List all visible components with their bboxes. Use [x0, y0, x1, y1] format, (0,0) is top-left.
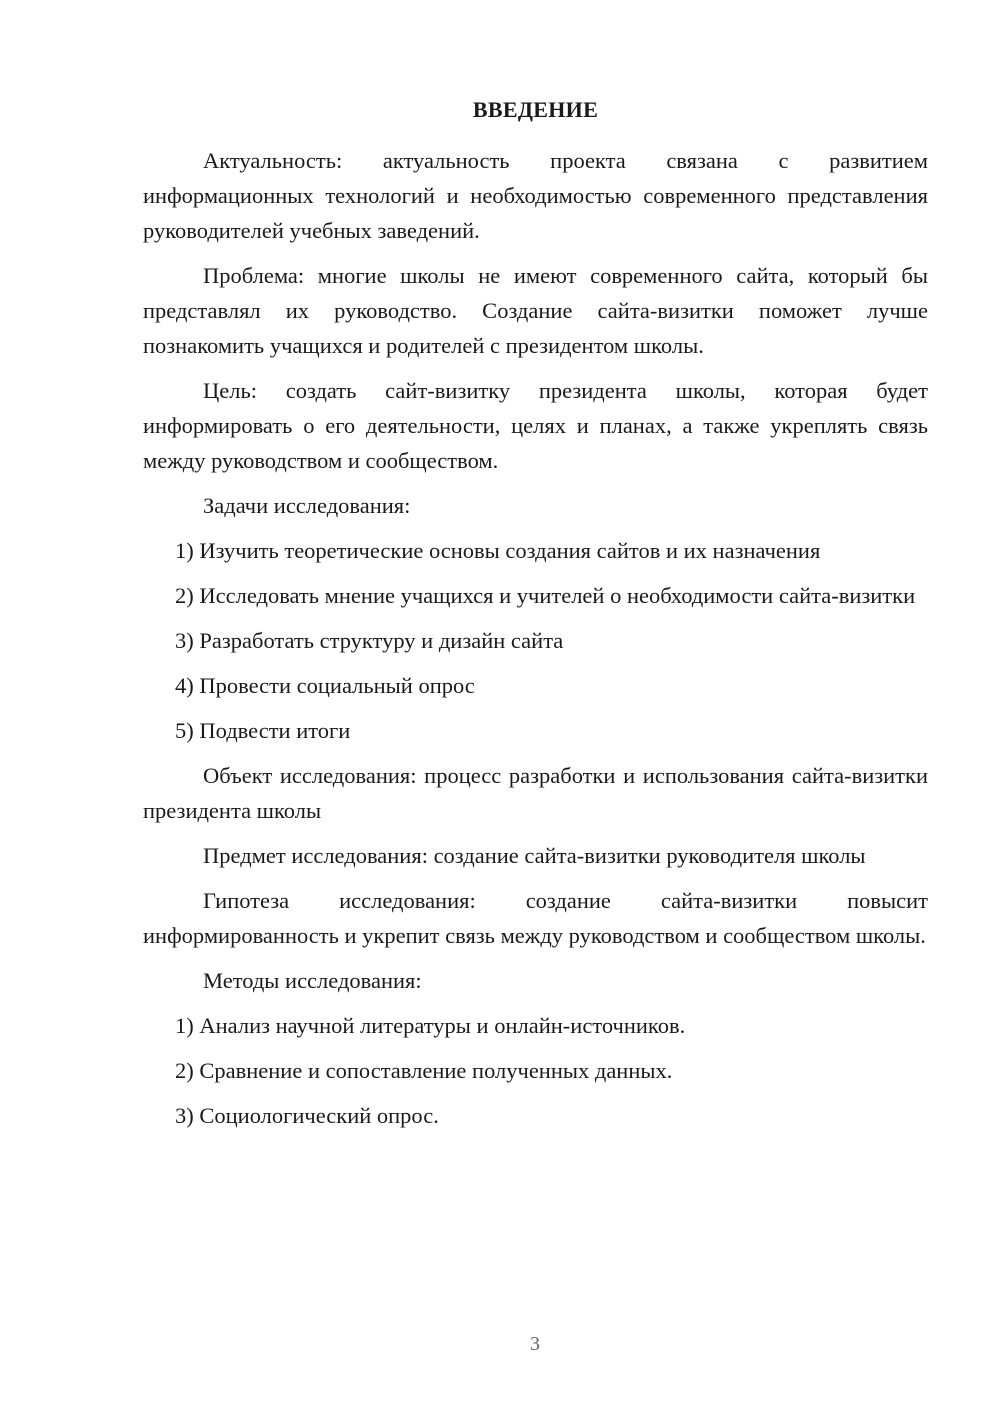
- task-item: 2) Исследовать мнение учащихся и учителей о необходимости сайта-визитки: [175, 583, 916, 608]
- subject-paragraph: Предмет исследования: создание сайта-визитки руководителя школы: [203, 843, 866, 868]
- method-item: 1) Анализ научной литературы и онлайн-источников.: [175, 1013, 686, 1038]
- methods-heading: Методы исследования:: [203, 968, 422, 993]
- task-item: 5) Подвести итоги: [175, 718, 351, 743]
- task-item: 3) Разработать структуру и дизайн сайта: [175, 628, 564, 653]
- relevance-paragraph: Актуальность: актуальность проекта связана с развитием информационных технологий и необходимостью современного представления руководителей учебных заведений.: [143, 148, 928, 243]
- method-item: 2) Сравнение и сопоставление полученных данных.: [175, 1058, 673, 1083]
- problem-paragraph: Проблема: многие школы не имеют современного сайта, который бы представлял их руководство. Создание сайта-визитки поможет лучше познакомить учащихся и родителей с президентом школы.: [143, 263, 928, 358]
- goal-paragraph: Цель: создать сайт-визитку президента школы, которая будет информировать о его деятельности, целях и планах, а также укреплять связь между руководством и сообществом.: [143, 378, 928, 473]
- tasks-heading: Задачи исследования:: [203, 493, 411, 518]
- object-paragraph: Объект исследования: процесс разработки и использования сайта-визитки президента школы: [143, 763, 928, 823]
- task-item: 4) Провести социальный опрос: [175, 673, 475, 698]
- hypothesis-paragraph: Гипотеза исследования: создание сайта-визитки повысит информированность и укрепит связь между руководством и сообществом школы.: [143, 888, 928, 948]
- method-item: 3) Социологический опрос.: [175, 1103, 439, 1128]
- task-item: 1) Изучить теоретические основы создания сайтов и их назначения: [175, 538, 821, 563]
- document-page: [143, 92, 928, 1143]
- page-title: ВВЕДЕНИЕ: [472, 97, 599, 122]
- page-number: 3: [530, 1333, 540, 1355]
